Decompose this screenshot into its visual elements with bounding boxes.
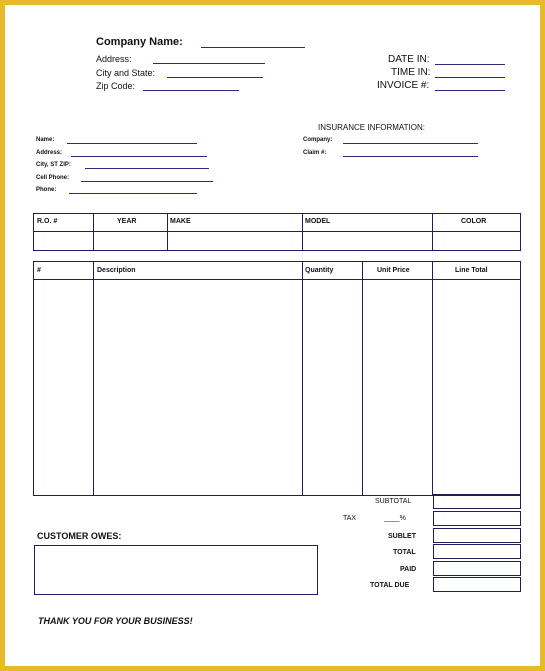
items-header-quantity: Quantity — [305, 267, 334, 274]
total-due-field[interactable] — [433, 577, 521, 592]
subtotal-field[interactable] — [433, 494, 521, 509]
zip-label: Zip Code: — [96, 81, 136, 91]
items-col-sep — [302, 261, 303, 496]
vehicle-header-color: COLOR — [461, 218, 487, 225]
subtotal-label: SUBTOTAL — [375, 498, 412, 505]
customer-city-field[interactable] — [85, 168, 209, 169]
address-field[interactable] — [153, 63, 265, 64]
zip-field[interactable] — [143, 90, 239, 91]
items-header-description: Description — [97, 267, 136, 274]
time-in-field[interactable] — [435, 77, 505, 78]
insurance-claim-field[interactable] — [343, 156, 478, 157]
customer-address-label: Address: — [36, 150, 63, 156]
vehicle-table-divider — [33, 231, 521, 232]
vehicle-header-year: YEAR — [117, 218, 137, 225]
paid-field[interactable] — [433, 561, 521, 576]
address-label: Address: — [96, 54, 132, 64]
company-name-field[interactable] — [201, 47, 305, 48]
insurance-company-field[interactable] — [343, 143, 478, 144]
insurance-claim-label: Claim #: — [303, 150, 327, 156]
items-header-number: # — [37, 267, 41, 274]
vehicle-col-sep — [302, 213, 303, 251]
items-table — [33, 261, 521, 496]
customer-cell-label: Cell Phone: — [36, 175, 70, 181]
insurance-company-label: Company: — [303, 137, 333, 143]
items-col-sep — [432, 261, 433, 496]
invoice-page — [5, 5, 540, 666]
tax-label: TAX — [343, 515, 357, 522]
customer-phone-label: Phone: — [36, 187, 57, 193]
total-field[interactable] — [433, 544, 521, 559]
vehicle-col-sep — [93, 213, 94, 251]
invoice-field[interactable] — [435, 90, 505, 91]
tax-percent[interactable]: ____% — [384, 515, 406, 522]
vehicle-table — [33, 213, 521, 251]
customer-owes-box[interactable] — [34, 545, 318, 595]
customer-name-field[interactable] — [67, 143, 197, 144]
thank-you-message: THANK YOU FOR YOUR BUSINESS! — [38, 616, 193, 626]
paid-label: PAID — [400, 566, 417, 573]
insurance-title: INSURANCE INFORMATION: — [318, 123, 425, 132]
vehicle-header-make: MAKE — [170, 218, 191, 225]
vehicle-col-sep — [432, 213, 433, 251]
date-in-field[interactable] — [435, 64, 505, 65]
customer-cell-field[interactable] — [81, 181, 213, 182]
total-due-label: TOTAL DUE — [370, 582, 410, 589]
invoice-label: INVOICE #: — [377, 80, 430, 91]
items-col-sep — [362, 261, 363, 496]
customer-owes-label: CUSTOMER OWES: — [37, 531, 122, 541]
city-state-field[interactable] — [167, 77, 263, 78]
vehicle-header-model: MODEL — [305, 218, 331, 225]
customer-city-label: City, ST ZIP: — [36, 162, 71, 168]
sublet-field[interactable] — [433, 528, 521, 543]
items-header-line-total: Line Total — [455, 267, 488, 274]
vehicle-header-ro: R.O. # — [37, 218, 58, 225]
time-in-label: TIME IN: — [391, 67, 431, 78]
city-state-label: City and State: — [96, 68, 156, 78]
date-in-label: DATE IN: — [388, 54, 430, 65]
customer-name-label: Name: — [36, 137, 55, 143]
items-header-unit-price: Unit Price — [377, 267, 410, 274]
total-label: TOTAL — [393, 549, 416, 556]
items-col-sep — [93, 261, 94, 496]
vehicle-col-sep — [167, 213, 168, 251]
sublet-label: SUBLET — [388, 533, 416, 540]
items-table-header-divider — [33, 279, 521, 280]
customer-phone-field[interactable] — [69, 193, 197, 194]
tax-field[interactable] — [433, 511, 521, 526]
company-name-label: Company Name: — [96, 36, 183, 48]
customer-address-field[interactable] — [71, 156, 207, 157]
